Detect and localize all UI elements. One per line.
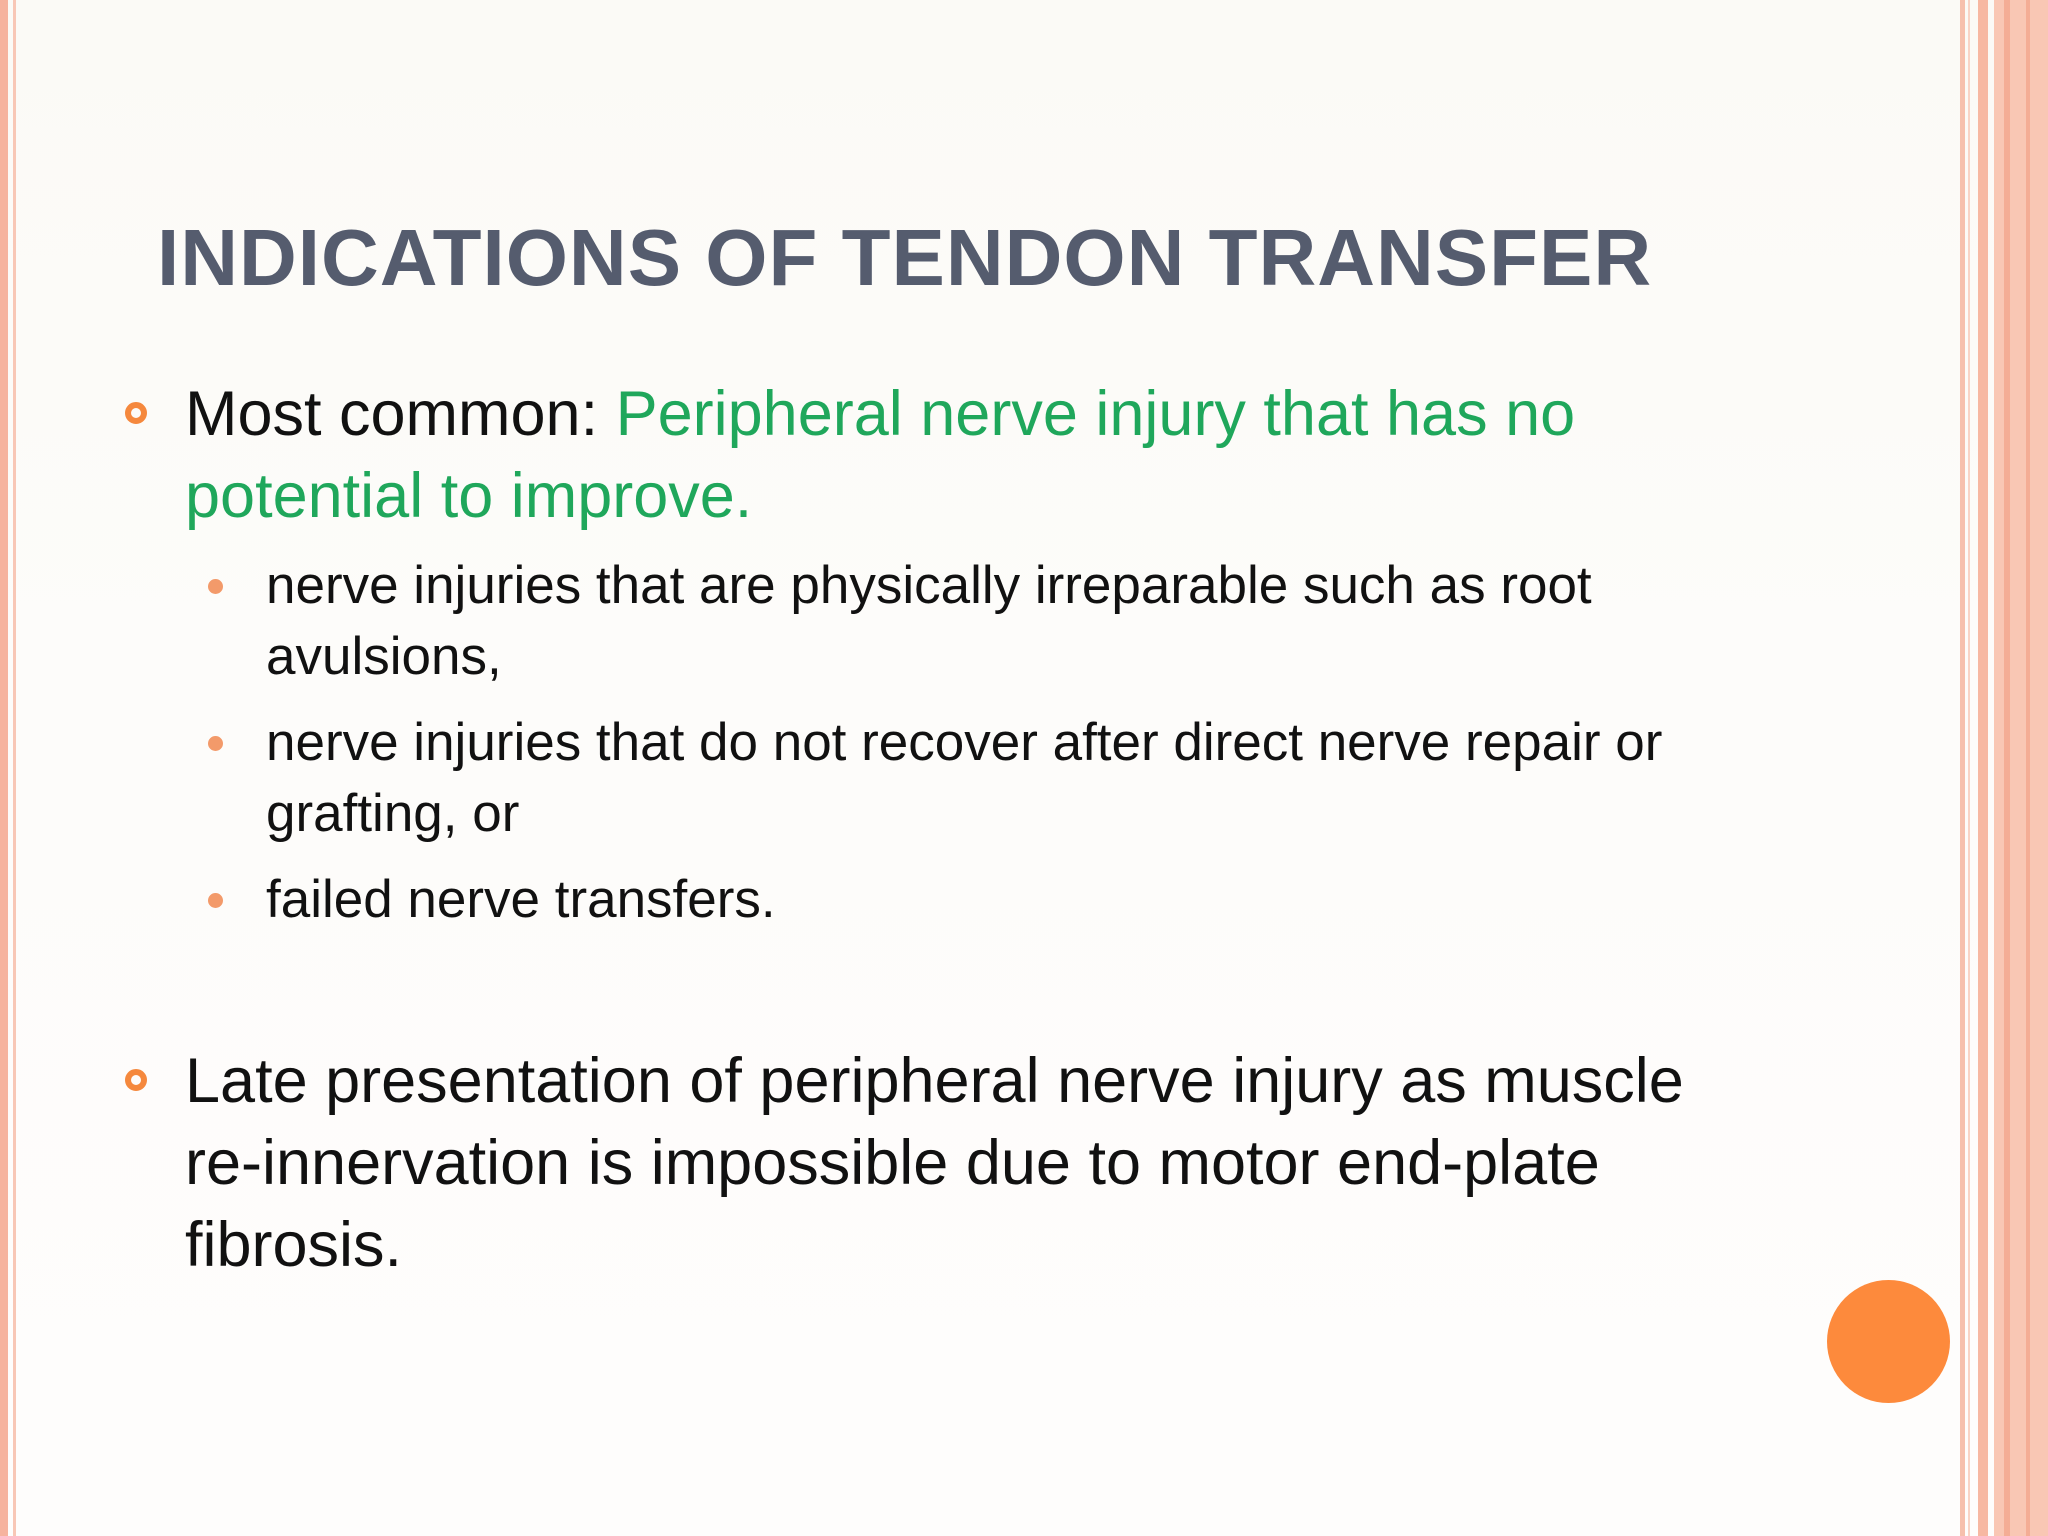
subbullet-text: failed nerve transfers. [266,870,776,929]
dot-bullet-icon [208,736,223,751]
slide-title: INDICATIONS OF TENDON TRANSFER [157,213,1653,302]
decorative-orange-circle [1827,1280,1950,1403]
dot-bullet-icon [208,579,223,594]
subbullet-item [266,550,1706,692]
bullet-late-presentation [185,1040,1745,1286]
bullet-text: Late presentation of peripheral nerve injury as muscle re-innervation is impossible due to motor end-plate fibrosis. [185,1046,1684,1280]
left-border-stripe-thin [13,0,16,1536]
subbullet-item [266,864,1706,935]
right-border-stripe [1978,0,1988,1536]
right-border-stripe [2026,0,2030,1536]
bullet-highlight-text: Peripheral nerve injury that has no potential to improve. [185,379,1576,531]
subbullet-text: nerve injuries that do not recover after direct nerve repair or grafting, or [266,713,1663,843]
right-border-stripe [1960,0,1965,1536]
right-border-band [1994,0,2048,1536]
dot-bullet-icon [208,893,223,908]
bullet-lead-text: Most common: [185,379,616,449]
subbullet-item [266,707,1706,849]
bullet-most-common [185,373,1745,537]
subbullet-text: nerve injuries that are physically irreparable such as root avulsions, [266,556,1592,686]
right-border-stripe-thin [1968,0,1970,1536]
ring-bullet-icon [125,402,147,424]
ring-bullet-icon [125,1069,147,1091]
left-border-stripe [0,0,8,1536]
right-border-stripe [2004,0,2010,1536]
